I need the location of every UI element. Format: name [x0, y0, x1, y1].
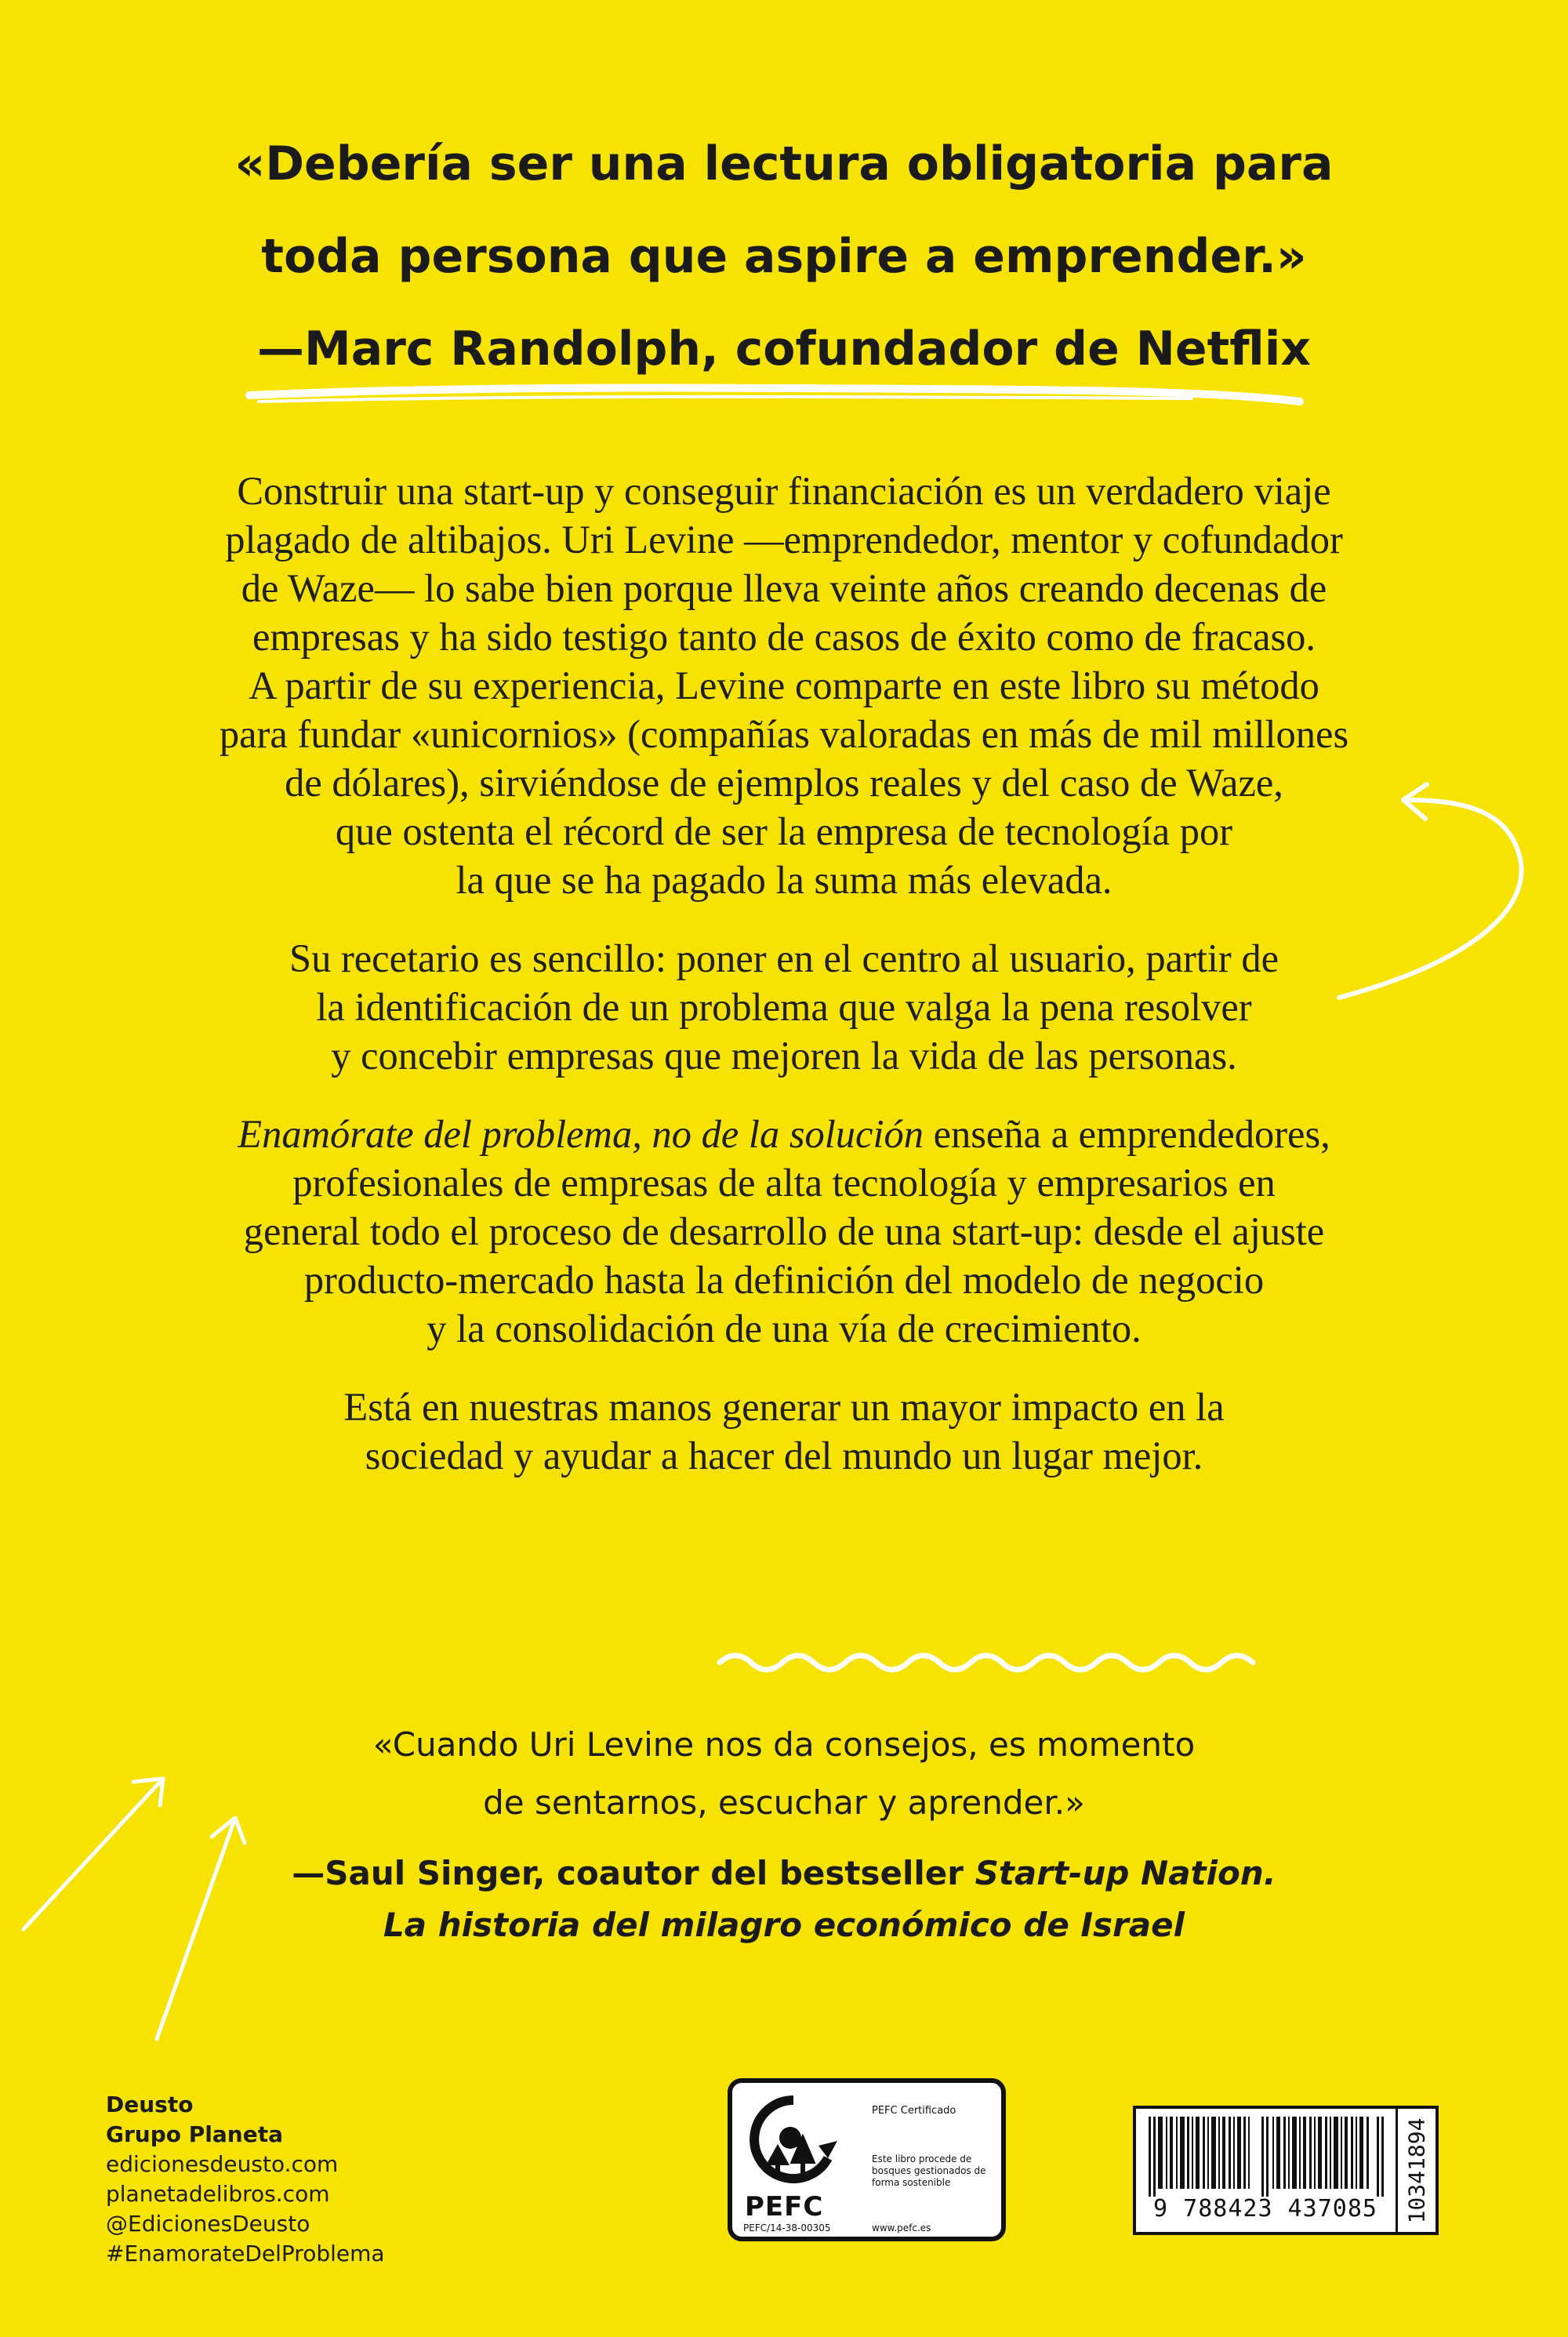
pefc-certified-label: PEFC Certificado — [872, 2105, 956, 2117]
quote-line-2: de sentarnos, escuchar y aprender.» — [483, 1783, 1085, 1822]
endorsement-quote-bottom — [0, 1716, 1568, 1951]
text-line — [118, 1110, 1450, 1158]
book-subtitle: La historia del milagro económico de Israel — [383, 1906, 1185, 1944]
publisher-link: planetadelibros.com — [106, 2181, 330, 2207]
book-title: Start-up Nation. — [975, 1854, 1276, 1892]
publisher-hashtag: #EnamorateDelProblema — [106, 2241, 385, 2266]
text-fragment: enseña a emprendedores, — [923, 1112, 1330, 1156]
text-line: general todo el proceso de desarrollo de una start-up: desde el ajuste — [243, 1209, 1325, 1253]
text-line: empresas y ha sido testigo tanto de casos de éxito como de fracaso. — [252, 615, 1316, 659]
internal-code: 10341894 — [1403, 2117, 1430, 2223]
text-line: de Waze— lo sabe bien porque lleva veinte años creando decenas de — [241, 566, 1327, 610]
text-line: producto-mercado hasta la definición del modelo de negocio — [303, 1258, 1265, 1302]
text-line: Está en nuestras manos generar un mayor impacto en la — [343, 1385, 1225, 1429]
publisher-social-handle: @EdicionesDeusto — [106, 2211, 310, 2237]
synopsis-paragraph-3 — [118, 1110, 1450, 1353]
barcode-bars — [1149, 2117, 1384, 2197]
text-line: sociedad y ayudar a hacer del mundo un lugar mejor. — [365, 1434, 1203, 1477]
text-line: que ostenta el récord de ser la empresa de tecnología por — [335, 809, 1233, 853]
pefc-code: PEFC/14-38-00305 — [743, 2223, 831, 2233]
synopsis-paragraph-1 — [118, 467, 1450, 904]
wavy-line-icon — [720, 1656, 1253, 1670]
pefc-logo-text: PEFC — [745, 2191, 824, 2223]
text-line: y la consolidación de una vía de crecimiento. — [426, 1307, 1142, 1350]
quote-attribution: —Marc Randolph, cofundador de Netflix — [257, 322, 1311, 376]
text-line: para fundar «unicornios» (compañías valoradas en más de mil millones — [219, 712, 1349, 756]
synopsis-paragraph-2 — [118, 934, 1450, 1080]
text-line: A partir de su experiencia, Levine comparte en este libro su método — [249, 663, 1319, 707]
text-line: de dólares), sirviéndose de ejemplos reales y del caso de Waze, — [285, 761, 1283, 805]
isbn-barcode — [1133, 2106, 1439, 2235]
text-line: y concebir empresas que mejoren la vida de las personas. — [331, 1034, 1237, 1078]
publisher-group: Grupo Planeta — [106, 2121, 283, 2147]
synopsis — [118, 467, 1450, 1510]
text-line: la identificación de un problema que valga la pena resolver — [316, 985, 1252, 1029]
pefc-tree-logo-icon — [746, 2094, 840, 2196]
publisher-link: edicionesdeusto.com — [106, 2151, 339, 2177]
text-line: profesionales de empresas de alta tecnología y empresarios en — [292, 1161, 1276, 1205]
text-line: Construir una start-up y conseguir financiación es un verdadero viaje — [237, 469, 1331, 513]
internal-code-box — [1396, 2109, 1436, 2232]
isbn-number: 9 788423 437085 — [1153, 2195, 1377, 2223]
quote-line-1: «Debería ser una lectura obligatoria para — [234, 136, 1334, 191]
attribution-line-1 — [0, 1848, 1568, 1899]
attribution-line-2 — [0, 1899, 1568, 1951]
book-title: Enamórate del problema, no de la solución — [238, 1112, 924, 1156]
attribution-text: —Saul Singer, coautor del bestseller — [292, 1854, 975, 1892]
synopsis-paragraph-4 — [118, 1383, 1450, 1480]
pefc-certification-label — [728, 2078, 1006, 2241]
endorsement-quote-top — [0, 118, 1568, 395]
quote-line-1: «Cuando Uri Levine nos da consejos, es momento — [372, 1725, 1196, 1764]
text-line: plagado de altibajos. Uri Levine —emprendedor, mentor y cofundador — [225, 518, 1343, 562]
text-line: la que se ha pagado la suma más elevada. — [456, 858, 1112, 902]
pefc-description: Este libro procede de bosques gestionados de forma sostenible — [872, 2153, 986, 2188]
publisher-name: Deusto — [106, 2092, 194, 2117]
quote-attribution — [0, 1848, 1568, 1951]
pefc-url: www.pefc.es — [872, 2223, 931, 2233]
quote-line-2: toda persona que aspire a emprender.» — [261, 229, 1307, 284]
text-line: Su recetario es sencillo: poner en el centro al usuario, partir de — [289, 936, 1279, 980]
publisher-info — [106, 2090, 385, 2269]
